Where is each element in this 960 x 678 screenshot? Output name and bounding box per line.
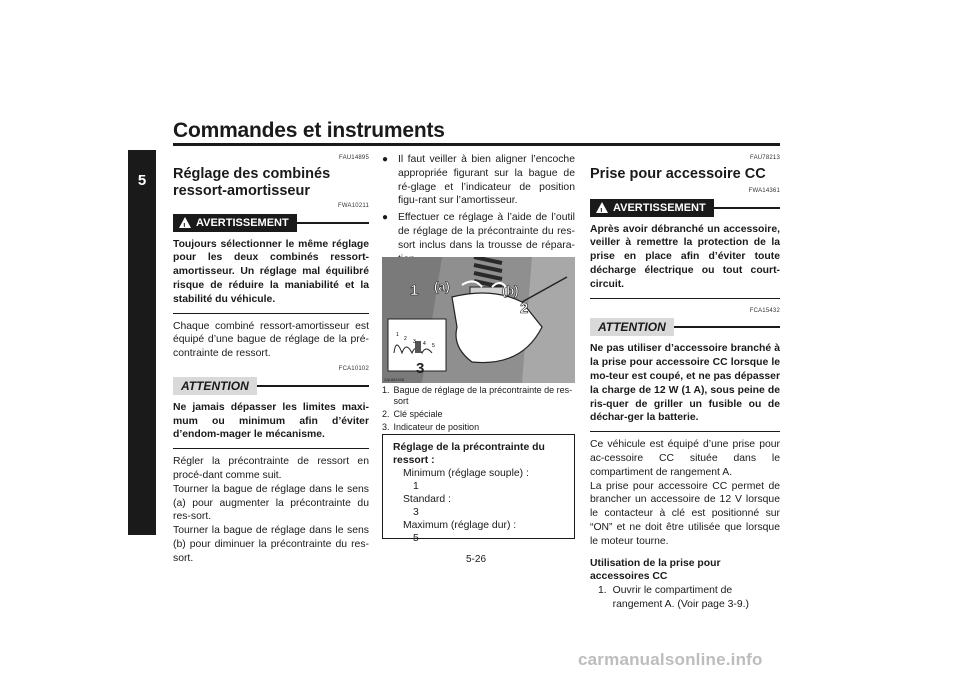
warning-banner: [590, 199, 780, 217]
section-code: FAU14895: [339, 155, 369, 161]
section-heading: Prise pour accessoire CC: [590, 165, 766, 182]
attention-banner: [590, 318, 780, 336]
middle-column: [382, 153, 575, 269]
intro-paragraph: Chaque combiné ressort-amortisseur est équipé d’une bague de réglage de la pré-contrainte de ressort.: [173, 320, 369, 360]
bullet-dot-icon: ●: [382, 212, 389, 224]
attention-banner: [173, 377, 369, 395]
attention-label: ATTENTION: [590, 318, 674, 336]
warning-label-box: [173, 214, 297, 232]
warning-label: AVERTISSEMENT: [196, 216, 289, 229]
scale-mark: 3: [413, 339, 416, 345]
caption-number: 2.: [382, 409, 390, 419]
step-number: 1.: [598, 585, 607, 597]
chapter-tab: [128, 150, 156, 535]
attention-text: Ne jamais dépasser les limites maxi-mum ou minimum afin d’éviter d’endom-mager le mécanisme.: [173, 401, 369, 441]
spec-line-label: Minimum (réglage souple) :: [403, 468, 529, 479]
attention-end-rule: [173, 448, 369, 449]
step-text: Ouvrir le compartiment de rangement A. (Voir page 3-9.): [612, 585, 749, 610]
scale-mark: 2: [404, 336, 407, 342]
attention-code: FCA10102: [338, 365, 369, 372]
bullet-dot-icon: ●: [382, 154, 389, 165]
shock-absorber-illustration: [382, 257, 575, 383]
warning-triangle-icon: !: [179, 217, 191, 228]
right-column: [590, 152, 780, 612]
spec-line-value: 3: [413, 507, 419, 518]
body-paragraph: Tourner la bague de réglage dans le sens (a) pour augmenter la précontrainte du res-sort.: [173, 483, 369, 523]
caption-item: [382, 422, 575, 433]
caption-number: 1.: [382, 385, 390, 395]
warning-code: FWA10211: [338, 202, 369, 209]
spec-box: [382, 434, 575, 544]
header-rule: [173, 143, 780, 146]
figure-captions: [382, 385, 575, 433]
caption-text: Clé spéciale: [393, 409, 443, 419]
callout-3: 3: [416, 360, 425, 377]
spec-line-value: 5: [413, 533, 419, 544]
warning-end-rule: [173, 313, 369, 314]
attention-text: Ne pas utiliser d’accessoire branché à la prise pour accessoire CC lorsque le mo-teur est coupé, et ne pas dépasser la charge de 12 W (1 A), sous peine de ris-quer de griller un fusible ou de déchar-ger la batterie.: [590, 343, 780, 424]
caption-text: Indicateur de position: [393, 422, 480, 432]
attention-rule: [257, 385, 369, 387]
body-paragraph: Tourner la bague de réglage dans le sens (b) pour diminuer la précontrainte du res-sort.: [173, 525, 369, 564]
spec-line-value: 1: [413, 481, 419, 492]
attention-end-rule: [590, 431, 780, 432]
bullet-text: Effectuer ce réglage à l’aide de l’outil de réglage de la précontrainte du res-sort inclus dans la trousse de répara-: [398, 212, 575, 251]
warning-triangle-icon: !: [596, 202, 608, 213]
warning-code: FWA14361: [748, 187, 780, 194]
warning-label: AVERTISSEMENT: [613, 201, 706, 214]
scale-mark: 5: [432, 343, 435, 349]
callout-b: (b): [502, 283, 519, 298]
callout-2: 2: [520, 300, 529, 317]
body-paragraph: Régler la précontrainte de ressort en procé-dant comme suit.: [173, 456, 369, 481]
section-heading: Réglage des combinés ressort-amortisseur: [173, 165, 331, 199]
left-column: [173, 152, 369, 566]
attention-rule: [674, 326, 780, 328]
warning-banner: [173, 214, 369, 232]
spec-line-label: Maximum (réglage dur) :: [403, 520, 517, 531]
warning-text: Toujours sélectionner le même réglage pour les deux combinés ressort-amortisseur. Un réglage mal équilibré risque de réduire la maniabilité et la stabilité du véhicule.: [173, 238, 369, 305]
bullet-item: [382, 153, 575, 208]
caption-text: Bague de réglage de la précontrainte de res-sort: [393, 385, 573, 406]
warning-text: Après avoir débranché un accessoire, veiller à remettre la protection de la prise en place afin d’éviter toute décharge électrique ou tout court-circuit.: [590, 223, 780, 290]
body-paragraph: Ce véhicule est équipé d’une prise pour ac-cessoire CC située dans le compartiment de rangement A.: [590, 439, 780, 478]
caption-number: 3.: [382, 422, 390, 432]
section-code: FAU78213: [750, 155, 780, 161]
page-header-title: Commandes et instruments: [173, 119, 445, 142]
subheading: Utilisation de la prise pour accessoires CC: [590, 557, 721, 583]
bullet-text: Il faut veiller à bien aligner l’encoche appropriée figurant sur la bague de ré-glage et l’indicateur de position figu-rant sur l’amortisseur.: [398, 154, 575, 207]
watermark: carmanualsonline.info: [578, 650, 763, 669]
attention-label: ATTENTION: [173, 377, 257, 395]
warning-rule: [297, 222, 369, 224]
figure-code: ZAUM1928: [384, 377, 405, 382]
body-paragraph: La prise pour accessoire CC permet de brancher un accessoire de 12 V lorsque le contacteur à clé est positionné sur “ON” et ne doit être utilisée que lorsque le moteur tourne.: [590, 480, 780, 547]
warning-label-box: [590, 199, 714, 217]
callout-a: (a): [434, 279, 450, 294]
scale-mark: 4: [423, 341, 426, 347]
callout-1: 1: [410, 282, 419, 299]
page-number: 5-26: [466, 554, 487, 565]
adjustment-figure: [382, 257, 575, 383]
spec-line-label: Standard :: [403, 494, 451, 505]
attention-code: FCA15432: [749, 307, 780, 314]
warning-rule: [714, 207, 780, 209]
caption-item: [382, 385, 575, 407]
scale-mark: 1: [396, 332, 399, 338]
caption-item: [382, 409, 575, 420]
spec-title: Réglage de la précontrainte du ressort :: [393, 442, 545, 466]
warning-end-rule: [590, 298, 780, 299]
step-item: [590, 584, 780, 612]
chapter-number: 5: [137, 172, 147, 189]
